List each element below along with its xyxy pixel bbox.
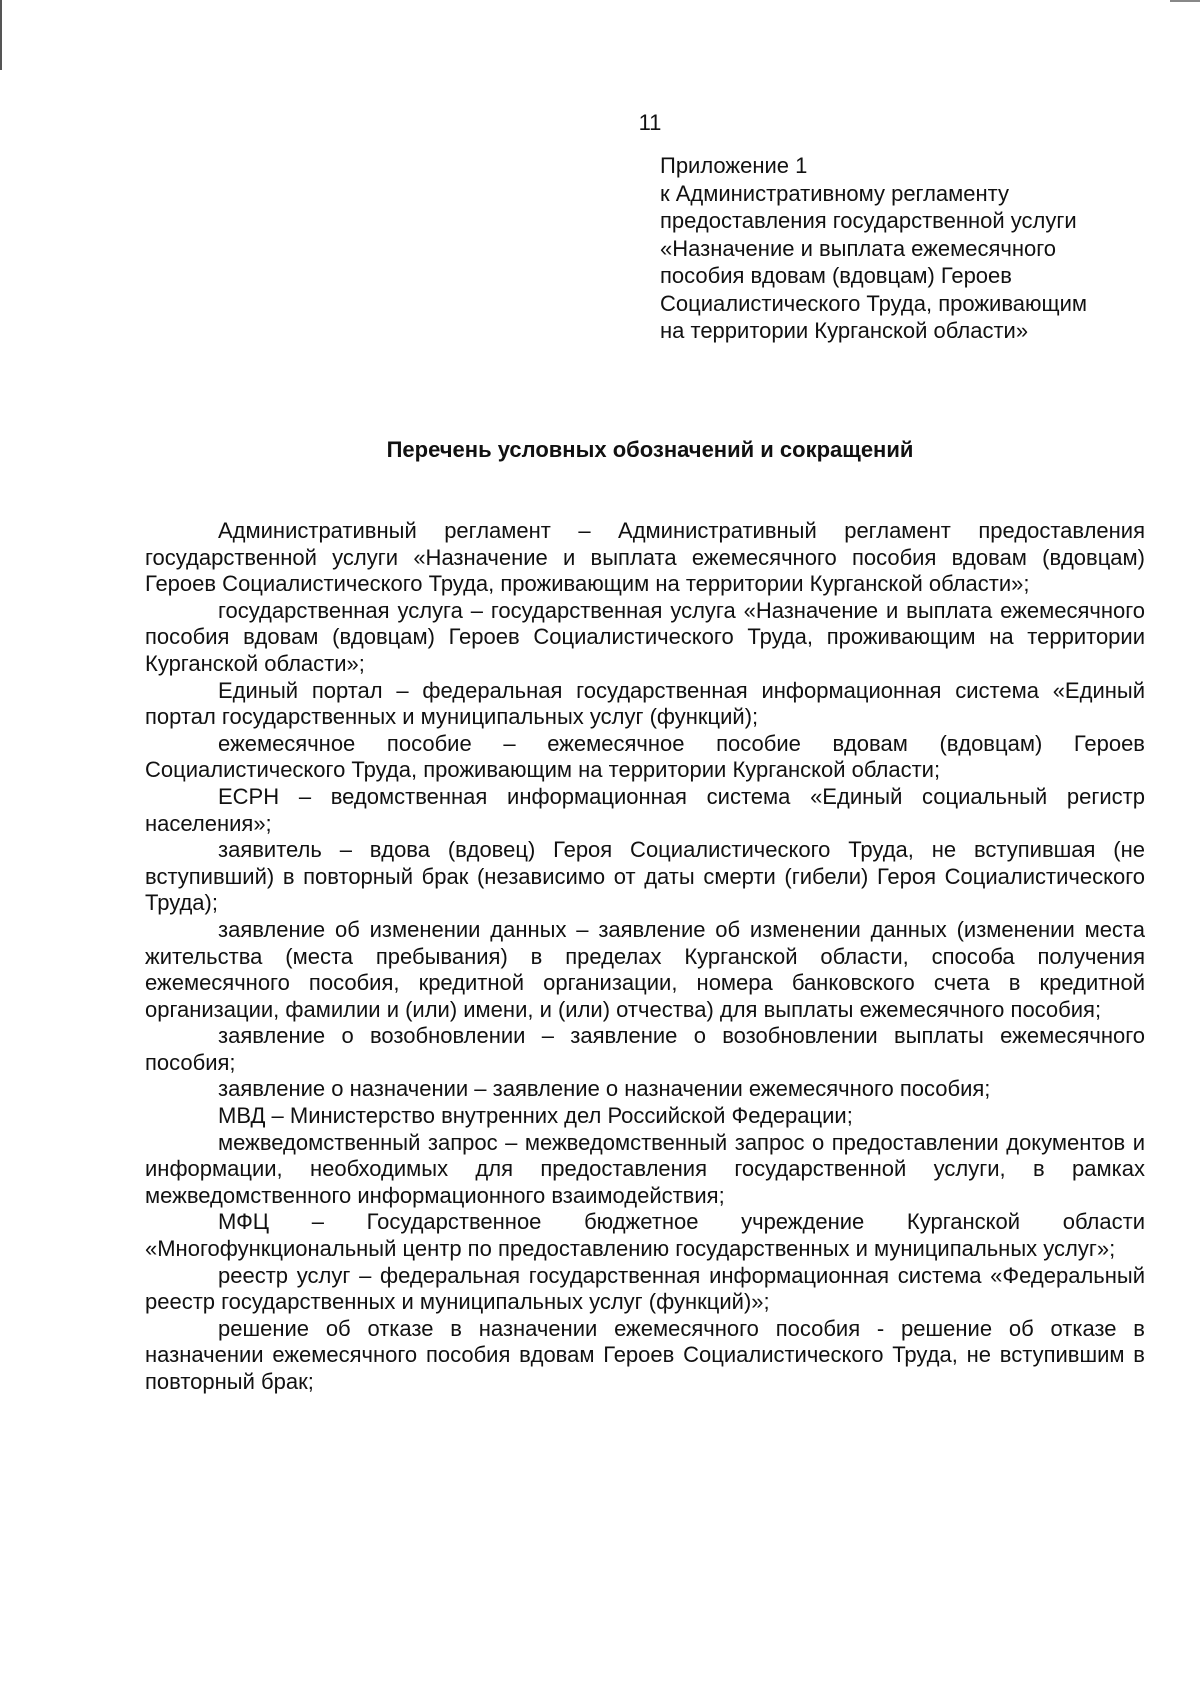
scan-edge-mark [0,0,2,70]
definition-paragraph: государственная услуга – государственная услуга «Назначение и выплата ежемесячного пособия вдовам (вдовцам) Героев Социалистического Труда, проживающим на территории Курганской области»; [145,597,1145,676]
scan-edge-mark [1170,0,1200,2]
definition-paragraph: Административный регламент – Административный регламент предоставления государственной услуги «Назначение и выплата ежемесячного пособия вдовам (вдовцам) Героев Социалистического Труда, проживающим на территории Курганской области»; [145,518,1145,597]
appendix-line: «Назначение и выплата ежемесячного [660,235,1056,261]
definition-paragraph: реестр услуг – федеральная государственная информационная система «Федеральный реестр государственных и муниципальных услуг (функций)»; [145,1262,1145,1315]
definition-paragraph: заявление о назначении – заявление о назначении ежемесячного пособия; [218,1076,991,1102]
appendix-line: пособия вдовам (вдовцам) Героев [660,263,1012,288]
page-number: 11 [638,110,662,135]
appendix-line: Социалистического Труда, проживающим [660,290,1088,316]
definitions-list [145,518,1145,1396]
definition-paragraph: МФЦ – Государственное бюджетное учреждение Курганской области «Многофункциональный центр по предоставлению государственных и муниципальных услуг»; [145,1209,1145,1262]
appendix-line: Приложение 1 [660,153,808,178]
definition-paragraph: заявитель – вдова (вдовец) Героя Социалистического Труда, не вступившая (не вступивший) в повторный брак (независимо от даты смерти (гибели) Героя Социалистического Труда); [145,837,1145,916]
definition-paragraph: решение об отказе в назначении ежемесячного пособия - решение об отказе в назначении ежемесячного пособия вдовам Героев Социалистического Труда, не вступившим в повторный брак; [145,1315,1145,1394]
appendix-line: предоставления государственной услуги [660,208,1077,233]
appendix-line: к Административному регламенту [660,180,1010,206]
definition-paragraph: МВД – Министерство внутренних дел Российской Федерации; [218,1103,853,1129]
appendix-line: на территории Курганской области» [660,318,1029,343]
appendix-header [660,152,1140,345]
definition-paragraph: ЕСРН – ведомственная информационная система «Единый социальный регистр населения»; [145,783,1145,836]
definition-paragraph: заявление о возобновлении – заявление о возобновлении выплаты ежемесячного пособия; [145,1023,1145,1075]
definition-paragraph: заявление об изменении данных – заявление об изменении данных (изменении места жительства (места пребывания) в пределах Курганской области, способа получения ежемесячного пособия, кредитной организации, номера банковского счета в кредитной организации, фамилии и (или) имени, и (или) отчества) для выплаты ежемесячного пособия; [145,916,1145,1022]
definition-paragraph: межведомственный запрос – межведомственный запрос о предоставлении документов и информации, необходимых для предоставления государственной услуги, в рамках межведомственного информационного взаимодействия; [145,1129,1145,1208]
document-title: Перечень условных обозначений и сокращений [386,437,914,462]
definition-paragraph: Единый портал – федеральная государственная информационная система «Единый портал государственных и муниципальных услуг (функций); [145,677,1145,730]
definition-paragraph: ежемесячное пособие – ежемесячное пособие вдовам (вдовцам) Героев Социалистического Труда, проживающим на территории Курганской области; [145,730,1145,783]
